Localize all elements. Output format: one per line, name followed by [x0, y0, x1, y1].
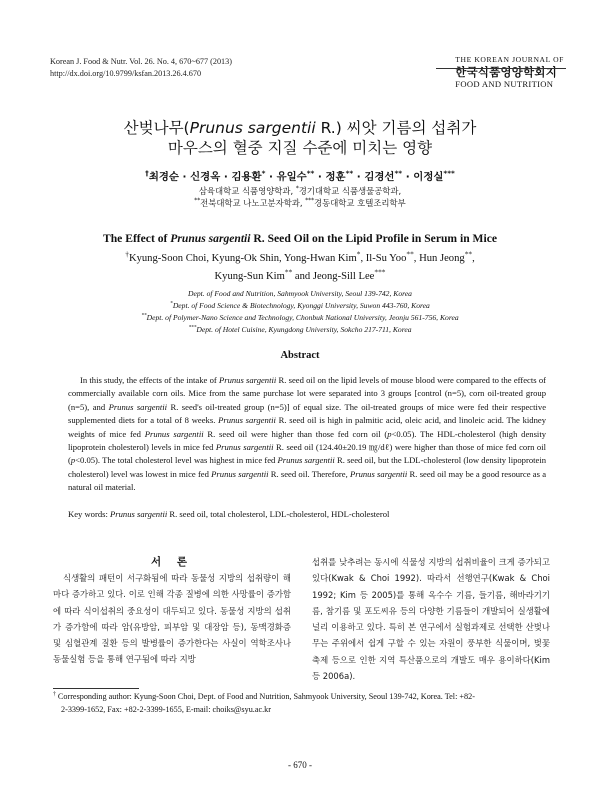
footnote-text: Corresponding author: Kyung-Soon Choi, Dept. of Food and Nutrition, Sahmyook University, Seoul 139-742, Korea. Tel: +82-	[55, 692, 475, 701]
author-en-name: ,	[472, 253, 475, 264]
author-en-name: Kyung-Soon Choi,	[128, 253, 212, 264]
journal-citation	[50, 56, 232, 80]
author-mark: †	[125, 249, 129, 259]
author-separator: ·	[402, 171, 414, 183]
author-separator: ·	[220, 171, 232, 183]
abstract-italic-term: Prunus sargentii	[349, 468, 408, 479]
affiliation-en-line	[0, 288, 600, 300]
intro-column-right	[312, 554, 550, 684]
paper-title-ko	[0, 118, 600, 158]
footnote-mark: †	[53, 691, 56, 698]
affiliation-mark: *	[170, 300, 173, 307]
journal-name-ko: 한국식품영양학회지	[455, 65, 558, 79]
paper-title-en	[0, 232, 600, 245]
corresponding-author-footnote	[53, 690, 553, 716]
journal-masthead	[455, 54, 564, 90]
affiliations-ko	[0, 185, 600, 209]
author-ko-name: 유일수	[276, 171, 307, 183]
affiliation-en-line	[0, 300, 600, 312]
abstract-italic-term: Prunus sargentii	[144, 428, 204, 439]
author-ko-name: 정훈	[325, 171, 346, 183]
author-en-name: and Jeong-Sill Lee	[292, 271, 375, 282]
affiliation-ko-line	[0, 197, 600, 209]
affiliations-en	[0, 288, 600, 336]
title-en-text: The Effect of	[102, 232, 171, 245]
title-ko-text: 산벚나무(	[123, 119, 190, 137]
abstract-text: <0.05). The HDL-cholesterol (high density lipoprotein cholesterol) levels in mice fed	[68, 428, 547, 453]
author-mark: †	[145, 168, 149, 178]
affiliation-text: 전북대학교 나노고분자학과,	[200, 198, 306, 208]
author-list-ko	[0, 168, 600, 183]
abstract-text: R. seed oil, but the LDL-cholesterol (low density lipoprotein cholesterol) level was lowest in mice fed	[68, 455, 547, 479]
author-en-name: Kyung-Ok Shin, Yong-Hwan Kim	[211, 253, 357, 264]
affiliation-ko-line	[0, 185, 600, 197]
author-separator: ·	[353, 171, 365, 183]
author-mark: **	[406, 249, 414, 259]
affiliation-text: 경동대학교 호텔조리학부	[314, 198, 406, 208]
keywords-species: Prunus sargentii	[110, 509, 168, 519]
affiliation-text: Dept. of Food and Nutrition, Sahmyook University, Seoul 139-742, Korea	[188, 289, 412, 298]
affiliation-mark: **	[194, 198, 201, 205]
affiliation-mark: ***	[188, 324, 197, 331]
abstract-italic-term: Prunus sargentii	[277, 455, 335, 466]
author-list-en	[0, 250, 600, 286]
abstract-paragraph	[68, 374, 546, 495]
author-mark: **	[284, 267, 293, 277]
abstract-italic-term: p	[387, 428, 392, 439]
abstract-text: <0.05). The total cholesterol level was highest in mice fed	[75, 455, 278, 466]
affiliation-text: Dept. of Hotel Cuisine, Kyungdong University, Sokcho 217-711, Korea	[196, 325, 412, 334]
abstract-text: R. seed oil. Therefore,	[268, 468, 350, 479]
author-ko-name: 김용환	[231, 171, 262, 183]
author-ko-name: 이정실	[413, 171, 444, 183]
author-en-line	[0, 250, 600, 268]
abstract-text: In this study, the effects of the intake of	[80, 375, 219, 385]
title-en-species: Prunus sargentii	[170, 232, 251, 245]
title-ko-species: Prunus sargentii	[189, 119, 316, 137]
title-ko-line2: 마우스의 혈중 지질 수준에 미치는 영향	[167, 139, 433, 157]
page-number: - 670 -	[288, 760, 312, 770]
abstract-text: R. seed oil (124.40±20.19 ㎎/dℓ) were higher than those of mice fed corn oil (	[68, 442, 546, 466]
affiliation-mark: ***	[305, 198, 315, 205]
author-mark: ***	[443, 168, 455, 178]
author-ko-name: 김경선	[364, 171, 395, 183]
abstract-text: R. seed oil were higher than those fed corn oil (	[203, 428, 388, 439]
journal-name-en-bottom: FOOD AND NUTRITION	[455, 79, 554, 89]
author-mark: **	[345, 168, 354, 178]
abstract-body	[68, 374, 546, 495]
abstract-heading: Abstract	[280, 350, 320, 361]
doi-line: http://dx.doi.org/10.9799/ksfan.2013.26.4.670	[50, 69, 202, 78]
author-mark: *	[261, 168, 266, 178]
section-heading-introduction: 서 론	[151, 556, 193, 568]
abstract-italic-term: p	[70, 455, 76, 466]
abstract-italic-term: Prunus sargentii	[218, 415, 276, 426]
author-en-line	[0, 268, 600, 286]
abstract-text: R. seed oil is high in palmitic acid, oleic acid, and linoleic acid. The kidney weights of mice fed	[68, 415, 546, 439]
abstract-italic-term: Prunus sargentii	[218, 375, 277, 385]
citation-line: Korean J. Food & Nutr. Vol. 26. No. 4, 670~677 (2013)	[50, 57, 232, 66]
journal-name-en-top: THE KOREAN JOURNAL OF	[455, 55, 564, 64]
author-mark: *	[356, 249, 361, 259]
author-mark: ***	[374, 267, 386, 277]
footnote-divider	[53, 688, 139, 689]
author-ko-name: 신경옥	[190, 171, 221, 183]
author-ko-name: 최경순	[148, 171, 179, 183]
abstract-italic-term: Prunus sargentii	[215, 442, 274, 453]
affiliation-text: 삼육대학교 식품영양학과,	[198, 186, 296, 196]
abstract-italic-term: Prunus sargentii	[211, 468, 269, 479]
affiliation-mark: **	[141, 312, 147, 319]
affiliation-text: Dept. of Food Science & Biotechnology, Kyonggi University, Suwon 443-760, Korea	[172, 301, 430, 310]
author-mark: **	[464, 249, 473, 259]
author-mark: **	[394, 168, 403, 178]
affiliation-en-line	[0, 324, 600, 336]
title-en-text: R. Seed Oil on the Lipid Profile in Serum in Mice	[250, 232, 497, 245]
abstract-italic-term: Prunus sargentii	[108, 401, 168, 412]
title-ko-text: R.) 씨앗 기름의 섭취가	[315, 119, 477, 137]
author-separator: ·	[178, 171, 191, 183]
intro-paragraph-continued: 섭취를 낮추려는 동시에 식물성 지방의 섭취비율이 크게 증가되고 있다(Kwak & Choi 1992). 따라서 선행연구(Kwak & Choi 1992; Kim 등 2005)를 통해 옥수수 기름, 들기름, 해바라기기름, 참기름 및 포도씨유 등의 다양한 기름들이 개발되어 실생활에 널리 이용하고 있다. 특히 본 연구에서 실험과제로 선택한 산벚나무는 주위에서 쉽게 구할 수 있는 자원이 풍부한 식물이며, 벚꽃 축제 등으로 인한 지역 특산품으로의 개발도 매우 용이하다(Kim 등 2006a).	[312, 557, 550, 682]
author-en-name: , Hun Jeong	[413, 253, 465, 264]
footnote-line: 2-3399-1652, Fax: +82-2-3399-1655, E-mail: choiks@syu.ac.kr	[61, 705, 271, 714]
keywords-text: R. seed oil, total cholesterol, LDL-cholesterol, HDL-cholesterol	[167, 509, 390, 519]
affiliation-mark: *	[295, 186, 299, 193]
abstract-text: R. seed's oil-treated group (n=5)] of equal size. The oil-treated groups of mice were fed their respective supplemented diets for a total of 8 weeks.	[68, 401, 547, 426]
abstract-text: R. seed oil may be a good resource as a natural oil material.	[68, 468, 547, 493]
author-en-name: , Il-Su Yoo	[360, 253, 407, 264]
keywords-label: Key words:	[68, 509, 111, 519]
keywords	[68, 508, 546, 521]
title-ko-line1	[0, 118, 600, 138]
intro-paragraph: 식생활의 패턴이 서구화됨에 따라 동물성 지방의 섭취량이 해마다 증가하고 있다. 이로 인해 각종 질병에 의한 사망률이 증가함에 따라 식이섭취의 중요성이 대두되고 있다. 동물성 지방의 섭취가 증가함에 따라 암(유방암, 피부암 및 대장암 등), 동맥경화증 및 심혈관계 질환 등의 발병률이 증가한다는 사실이 역학조사나 동물실험 등을 통해 연구됨에 따라 지방	[53, 573, 291, 665]
author-separator: ·	[314, 171, 326, 183]
author-separator: ·	[265, 171, 277, 183]
affiliation-text: 경기대학교 식품생물공학과,	[298, 186, 402, 196]
abstract-text: R. seed oil on the lipid levels of mouse blood were compared to the effects of commercially available corn oils. Mice from the same purchase lot were separated into 3 groups [control (n=5), corn oil-treated group (n=5), and	[68, 375, 546, 412]
affiliation-en-line	[0, 312, 600, 324]
author-en-name: Kyung-Sun Kim	[214, 271, 285, 282]
affiliation-text: Dept. of Polymer-Nano Science and Technology, Chonbuk National University, Jeonju 561-756, Korea	[146, 313, 459, 322]
author-mark: **	[306, 168, 315, 178]
footnote-line	[53, 690, 553, 703]
masthead-divider	[436, 68, 566, 69]
intro-column-left	[53, 570, 291, 668]
